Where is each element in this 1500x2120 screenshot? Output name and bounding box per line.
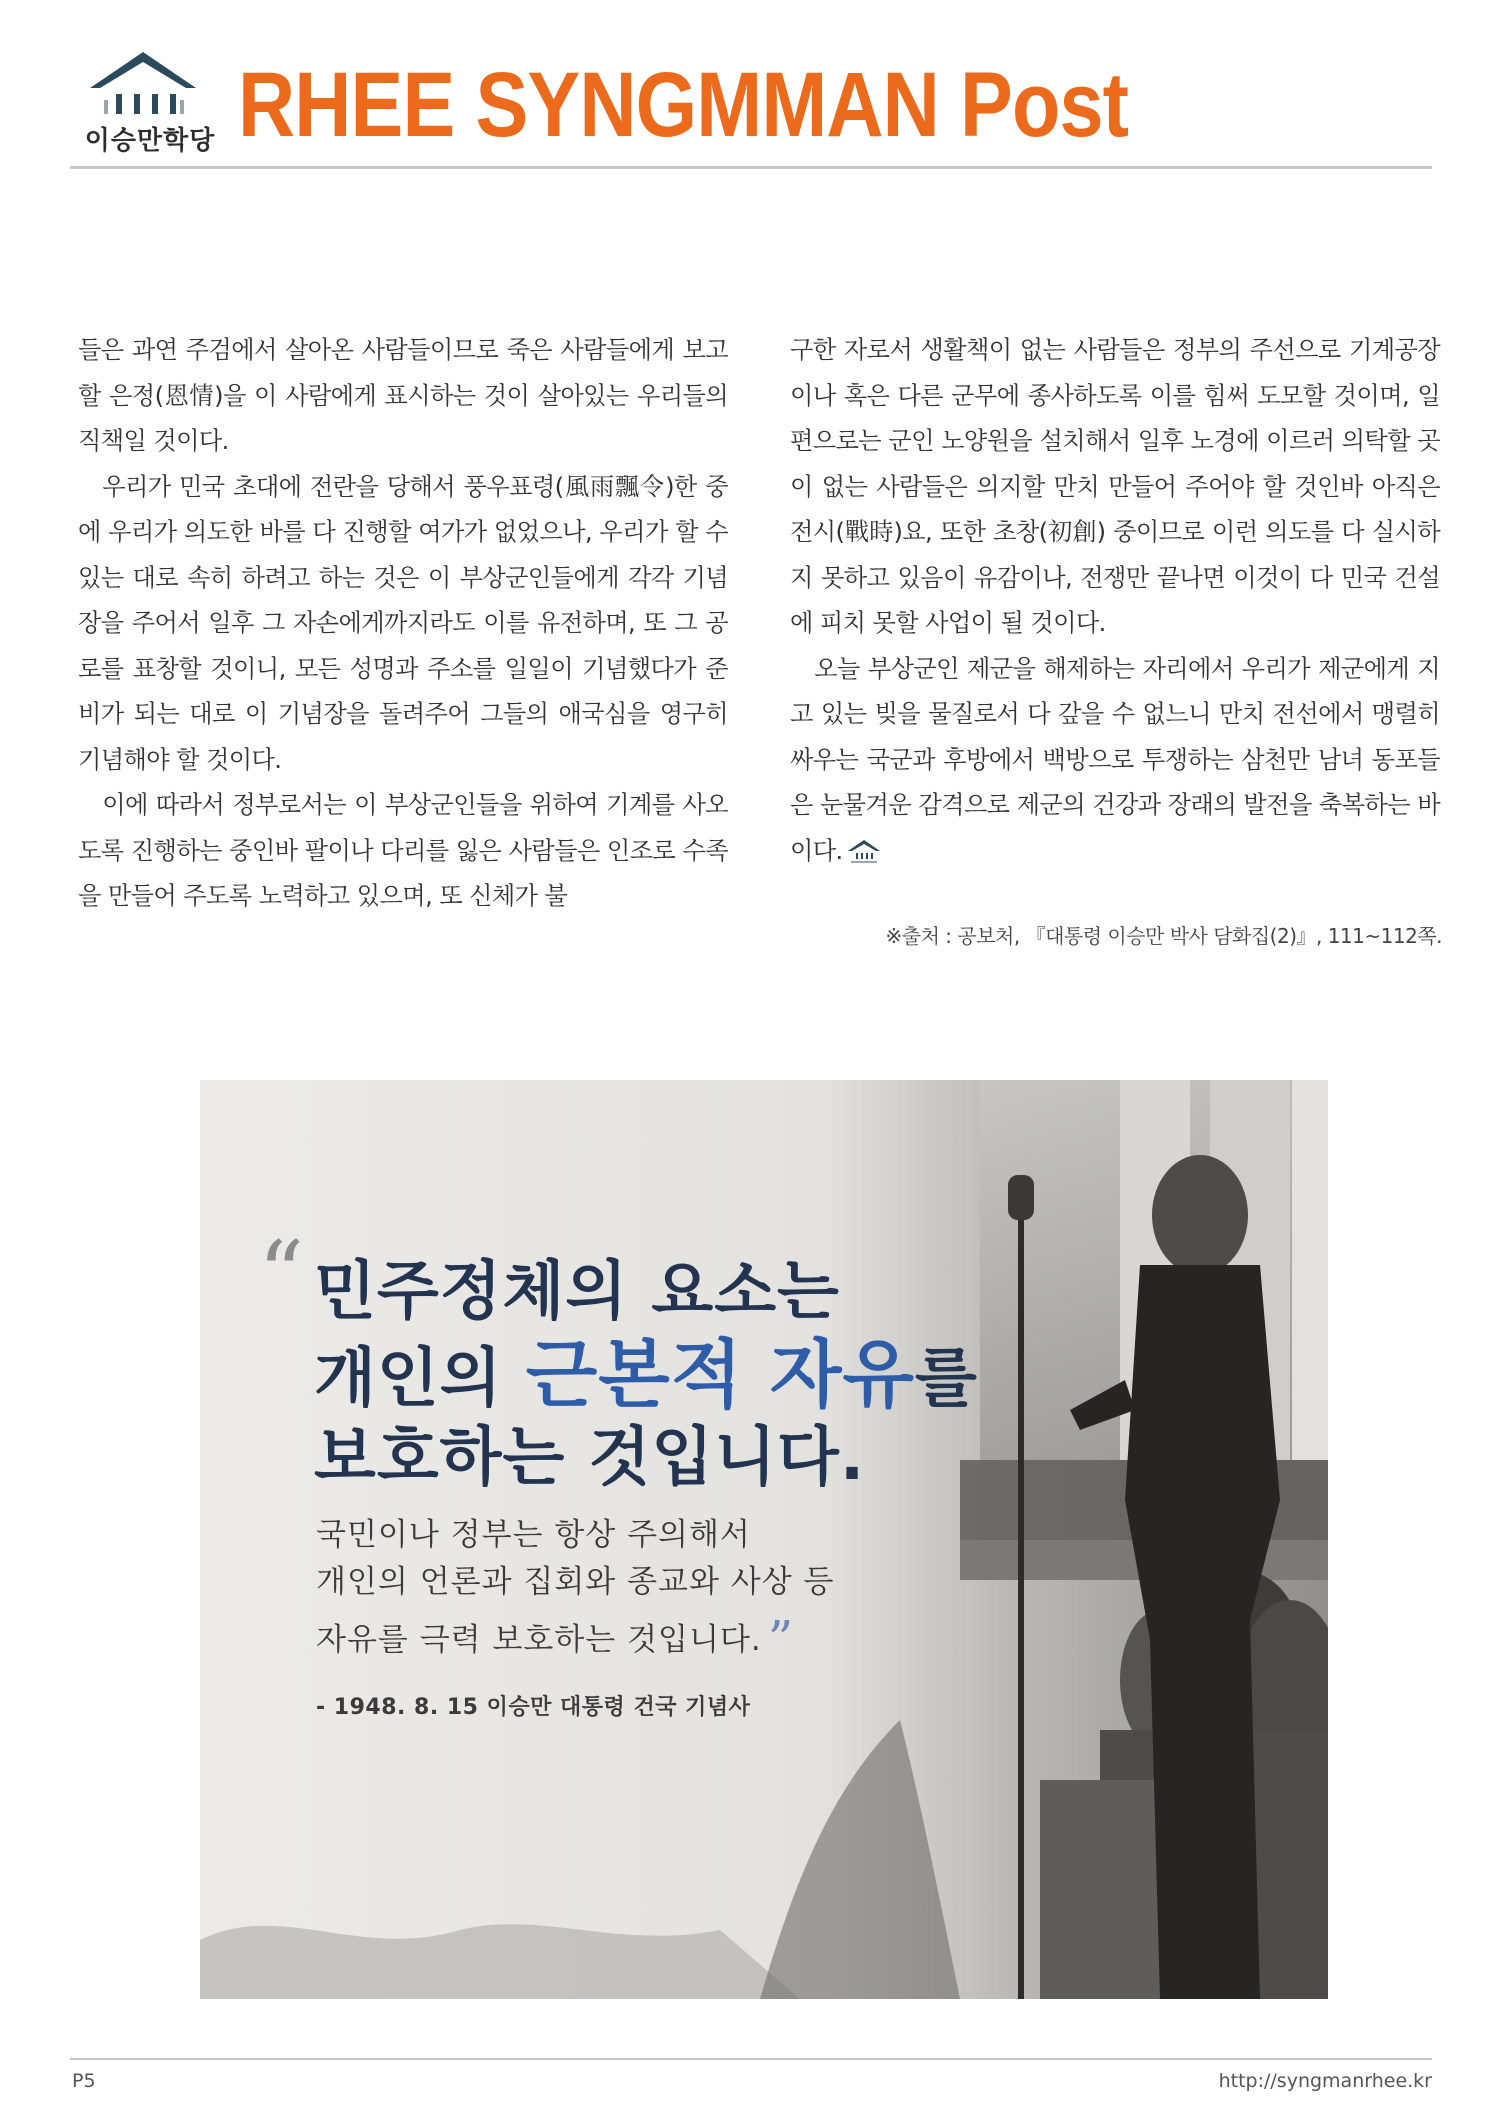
- quote-sub-line-2: 개인의 언론과 집회와 종교와 사상 등: [316, 1564, 835, 1600]
- academy-logo[interactable]: [70, 50, 220, 160]
- quote-attribution: - 1948. 8. 15 이승만 대통령 건국 기념사: [316, 1695, 751, 1720]
- header-divider: [70, 166, 1432, 169]
- paragraph: 구한 자로서 생활책이 없는 사람들은 정부의 주선으로 기계공장이나 혹은 다른 군무에 종사하도록 이를 힘써 도모할 것이며, 일편으로는 군인 노양원을 설치해서 일후 노경에 이르러 의탁할 곳이 없는 사람들은 의지할 만치 만들어 주어야 할 것인바 아직은 전시(戰時)요, 또한 초창(初創) 중이므로 이런 의도를 다 실시하지 못하고 있음이 유감이나, 전쟁만 끝나면 이것이 다 민국 건설에 피치 못할 사업이 될 것이다.: [790, 336, 1440, 637]
- paragraph: 우리가 민국 초대에 전란을 당해서 풍우표령(風雨飄令)한 중에 우리가 의도한 바를 다 진행할 여가가 없었으나, 우리가 할 수 있는 대로 속히 하려고 하는 것은 이 부상군인들에게 각각 기념장을 주어서 일후 그 자손에게까지라도 이를 유전하며, 또 그 공로를 표창할 것이니, 모든 성명과 주소를 일일이 기념했다가 준비가 되는 대로 이 기념장을 돌려주어 그들의 애국심을 영구히 기념해야 할 것이다.: [78, 472, 728, 774]
- quote-headline-line-2: [314, 1332, 978, 1418]
- house-roof-icon: [88, 50, 198, 120]
- quote-headline-accent: 근본적 자유: [525, 1332, 915, 1418]
- paragraph: 들은 과연 주검에서 살아온 사람들이므로 죽은 사람들에게 보고할 은정(恩情)을 이 사람에게 표시하는 것이 살아있는 우리들의 직책일 것이다.: [78, 336, 728, 455]
- article-column-right: [790, 328, 1440, 874]
- close-quote-icon: ”: [767, 1610, 795, 1668]
- footer-divider: [70, 2058, 1432, 2060]
- header: [70, 50, 1430, 170]
- quote-headline-part: 개인의: [314, 1342, 526, 1416]
- quote-sub-line-3: [316, 1610, 795, 1668]
- open-quote-icon: “: [258, 1222, 305, 1327]
- paragraph: [790, 647, 1440, 875]
- closing-paragraph-text: 오늘 부상군인 제군을 해제하는 자리에서 우리가 제군에게 지고 있는 빚을 물질로서 다 갚을 수 없느니 만치 전선에서 맹렬히 싸우는 국군과 후방에서 백방으로 투쟁하는 삼천만 남녀 동포들은 눈물겨운 감격으로 제군의 건강과 장래의 발전을 축복하는 바이다.: [790, 654, 1440, 865]
- publication-title: RHEE SYNGMMAN Post: [238, 54, 1129, 156]
- quote-headline-part: 를: [914, 1342, 978, 1416]
- source-citation: ※출처 : 공보처, 『대통령 이승만 박사 담화집(2)』, 111~112쪽.: [885, 924, 1442, 948]
- quote-sub-line-1: 국민이나 정부는 항상 주의해서: [316, 1517, 751, 1553]
- logo-text: 이승만학당: [84, 126, 216, 156]
- quote-sub-text: 자유를 극력 보호하는 것입니다.: [316, 1622, 762, 1658]
- quote-headline-line-3: 보호하는 것입니다.: [314, 1421, 866, 1495]
- end-mark-logo-icon: [847, 839, 881, 865]
- quote-photo-card: [200, 1080, 1328, 1999]
- page-number: P5: [72, 2070, 96, 2092]
- paragraph: 이에 따라서 정부로서는 이 부상군인들을 위하여 기계를 사오도록 진행하는 중인바 팔이나 다리를 잃은 사람들은 인조로 수족을 만들어 주도록 노력하고 있으며, 또 신체가 불: [78, 791, 728, 910]
- website-link[interactable]: http://syngmanrhee.kr: [1218, 2070, 1432, 2092]
- article-column-left: [78, 328, 728, 920]
- quote-headline-line-1: 민주정체의 요소는: [314, 1255, 840, 1329]
